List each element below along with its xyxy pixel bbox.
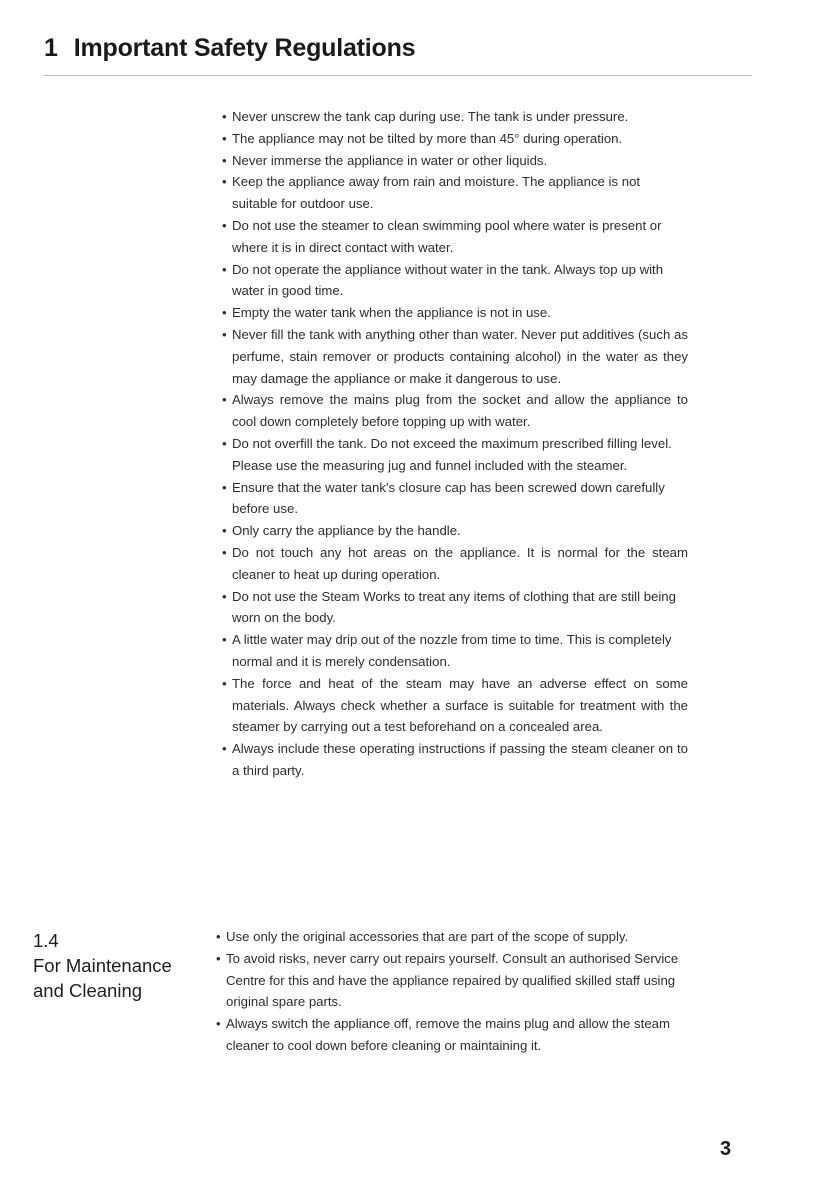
- list-item: • Always include these operating instructions if passing the steam cleaner on to a third party.: [222, 741, 688, 778]
- list-item: • Do not touch any hot areas on the appliance. It is normal for the steam cleaner to heat up during operation.: [222, 544, 688, 582]
- section-title-line1: For Maintenance: [33, 955, 172, 976]
- list-item: • Always remove the mains plug from the socket and allow the appliance to cool down completely before topping up with water.: [222, 392, 688, 430]
- list-item: • Never unscrew the tank cap during use. The tank is under pressure.: [222, 109, 629, 124]
- list-item: • Never fill the tank with anything other than water. Never put additives (such as perfume, stain remover or products containing alcohol) in the water as they may damage the appliance or make it dangerous to use.: [222, 326, 688, 386]
- header-divider: [44, 75, 752, 76]
- list-item: • To avoid risks, never carry out repairs yourself. Consult an authorised Service Centre for this and have the appliance repaired by qualified skilled staff using original spare parts.: [216, 950, 679, 1010]
- chapter-number: 1: [44, 34, 58, 62]
- page-number: 3: [720, 1138, 732, 1160]
- list-item: • Ensure that the water tank's closure cap has been screwed down carefully before use.: [222, 479, 665, 517]
- list-item: • Do not use the Steam Works to treat any items of clothing that are still being worn on the body.: [222, 588, 676, 626]
- list-item: • The appliance may not be tilted by more than 45° during operation.: [222, 130, 623, 146]
- section-heading-maintenance: [33, 928, 203, 1003]
- section-title-line2: and Cleaning: [33, 980, 143, 1001]
- list-item: • Do not operate the appliance without water in the tank. Always top up with water in good time.: [222, 261, 664, 299]
- list-item: • Do not overfill the tank. Do not exceed the maximum prescribed filling level. Please use the measuring jug and funnel included with the steamer.: [222, 435, 672, 473]
- chapter-title-text: Important Safety Regulations: [73, 34, 416, 62]
- list-item: • Only carry the appliance by the handle.: [222, 523, 461, 539]
- maintenance-list: [216, 926, 686, 1057]
- list-item: • Empty the water tank when the appliance is not in use.: [222, 305, 551, 321]
- list-item: • Always switch the appliance off, remove the mains plug and allow the steam cleaner to cool down before cleaning or maintaining it.: [216, 1016, 670, 1053]
- chapter-title: [44, 34, 415, 63]
- list-item: • A little water may drip out of the nozzle from time to time. This is completely normal and it is merely condensation.: [222, 632, 672, 669]
- list-item: • Keep the appliance away from rain and moisture. The appliance is not suitable for outdoor use.: [222, 174, 641, 212]
- safety-regulations-list: [222, 106, 688, 782]
- list-item: • Do not use the steamer to clean swimming pool where water is present or where it is in direct contact with water.: [222, 217, 662, 255]
- list-item: • Never immerse the appliance in water or other liquids.: [222, 152, 548, 168]
- list-item: • The force and heat of the steam may have an adverse effect on some materials. Always check whether a surface is suitable for treatment with the steamer by carrying out a test beforehand on a concealed area.: [222, 675, 688, 735]
- list-item: • Use only the original accessories that are part of the scope of supply.: [216, 929, 629, 944]
- section-number: 1.4: [33, 930, 59, 951]
